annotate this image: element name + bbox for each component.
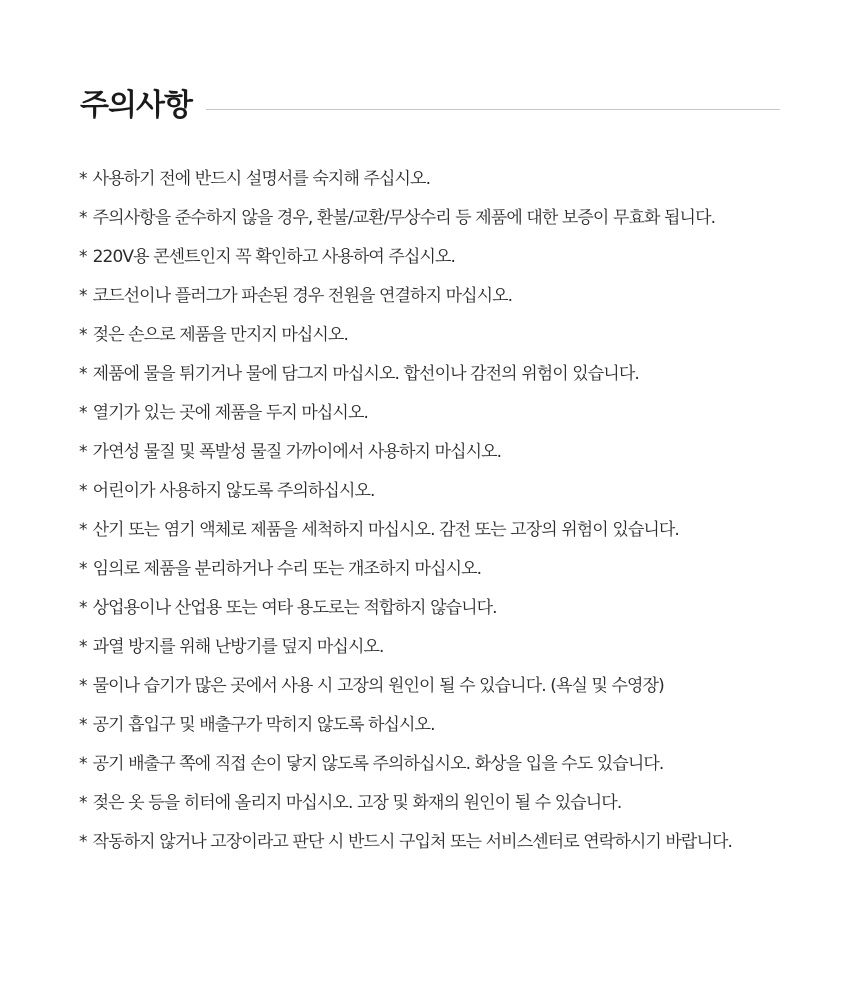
caution-text: 상업용이나 산업용 또는 여타 용도로는 적합하지 않습니다. — [92, 598, 497, 618]
caution-text: 젖은 손으로 제품을 만지지 마십시오. — [92, 325, 348, 345]
caution-text: 물이나 습기가 많은 곳에서 사용 시 고장의 원인이 될 수 있습니다. (욕실 및 수영장) — [92, 676, 664, 696]
caution-text: 220V용 콘센트인지 꼭 확인하고 사용하여 주십시오. — [92, 247, 456, 267]
caution-text: 주의사항을 준수하지 않을 경우, 환불/교환/무상수리 등 제품에 대한 보증이 무효화 됩니다. — [92, 208, 716, 228]
bullet-mark: * — [79, 364, 87, 384]
caution-item — [79, 706, 799, 745]
bullet-mark: * — [79, 715, 87, 735]
caution-item — [79, 667, 799, 706]
caution-item — [79, 277, 799, 316]
bullet-mark: * — [79, 481, 87, 501]
caution-item — [79, 745, 799, 784]
caution-text: 제품에 물을 튀기거나 물에 담그지 마십시오. 합선이나 감전의 위험이 있습니다. — [92, 364, 639, 384]
bullet-mark: * — [79, 325, 87, 345]
caution-text: 작동하지 않거나 고장이라고 판단 시 반드시 구입처 또는 서비스센터로 연락하시기 바랍니다. — [92, 832, 732, 852]
caution-item — [79, 433, 799, 472]
bullet-mark: * — [79, 559, 87, 579]
caution-text: 공기 흡입구 및 배출구가 막히지 않도록 하십시오. — [92, 715, 435, 735]
bullet-mark: * — [79, 598, 87, 618]
caution-item — [79, 589, 799, 628]
caution-item — [79, 238, 799, 277]
caution-item — [79, 160, 799, 199]
bullet-mark: * — [79, 442, 87, 462]
bullet-mark: * — [79, 286, 87, 306]
section-header — [80, 84, 780, 128]
caution-text: 공기 배출구 쪽에 직접 손이 닿지 않도록 주의하십시오. 화상을 입을 수도 있습니다. — [92, 754, 664, 774]
bullet-mark: * — [79, 169, 87, 189]
caution-text: 어린이가 사용하지 않도록 주의하십시오. — [92, 481, 375, 501]
bullet-mark: * — [79, 247, 87, 267]
caution-item — [79, 355, 799, 394]
caution-text: 산기 또는 염기 액체로 제품을 세척하지 마십시오. 감전 또는 고장의 위험이 있습니다. — [92, 520, 679, 540]
bullet-mark: * — [79, 754, 87, 774]
caution-item — [79, 784, 799, 823]
caution-text: 코드선이나 플러그가 파손된 경우 전원을 연결하지 마십시오. — [92, 286, 513, 306]
bullet-mark: * — [79, 208, 87, 228]
caution-item — [79, 550, 799, 589]
caution-text: 열기가 있는 곳에 제품을 두지 마십시오. — [92, 403, 368, 423]
caution-list — [79, 160, 799, 862]
bullet-mark: * — [79, 520, 87, 540]
caution-item — [79, 316, 799, 355]
bullet-mark: * — [79, 403, 87, 423]
bullet-mark: * — [79, 637, 87, 657]
bullet-mark: * — [79, 832, 87, 852]
caution-text: 사용하기 전에 반드시 설명서를 숙지해 주십시오. — [92, 169, 431, 189]
caution-item — [79, 472, 799, 511]
bullet-mark: * — [79, 793, 87, 813]
caution-item — [79, 823, 799, 862]
caution-text: 젖은 옷 등을 히터에 올리지 마십시오. 고장 및 화재의 원인이 될 수 있습니다. — [92, 793, 622, 813]
caution-item — [79, 628, 799, 667]
section-title: 주의사항 — [80, 88, 192, 123]
title-divider — [206, 109, 780, 110]
caution-text: 가연성 물질 및 폭발성 물질 가까이에서 사용하지 마십시오. — [92, 442, 502, 462]
caution-text: 과열 방지를 위해 난방기를 덮지 마십시오. — [92, 637, 384, 657]
bullet-mark: * — [79, 676, 87, 696]
caution-text: 임의로 제품을 분리하거나 수리 또는 개조하지 마십시오. — [92, 559, 482, 579]
caution-item — [79, 511, 799, 550]
caution-item — [79, 394, 799, 433]
caution-item — [79, 199, 799, 238]
